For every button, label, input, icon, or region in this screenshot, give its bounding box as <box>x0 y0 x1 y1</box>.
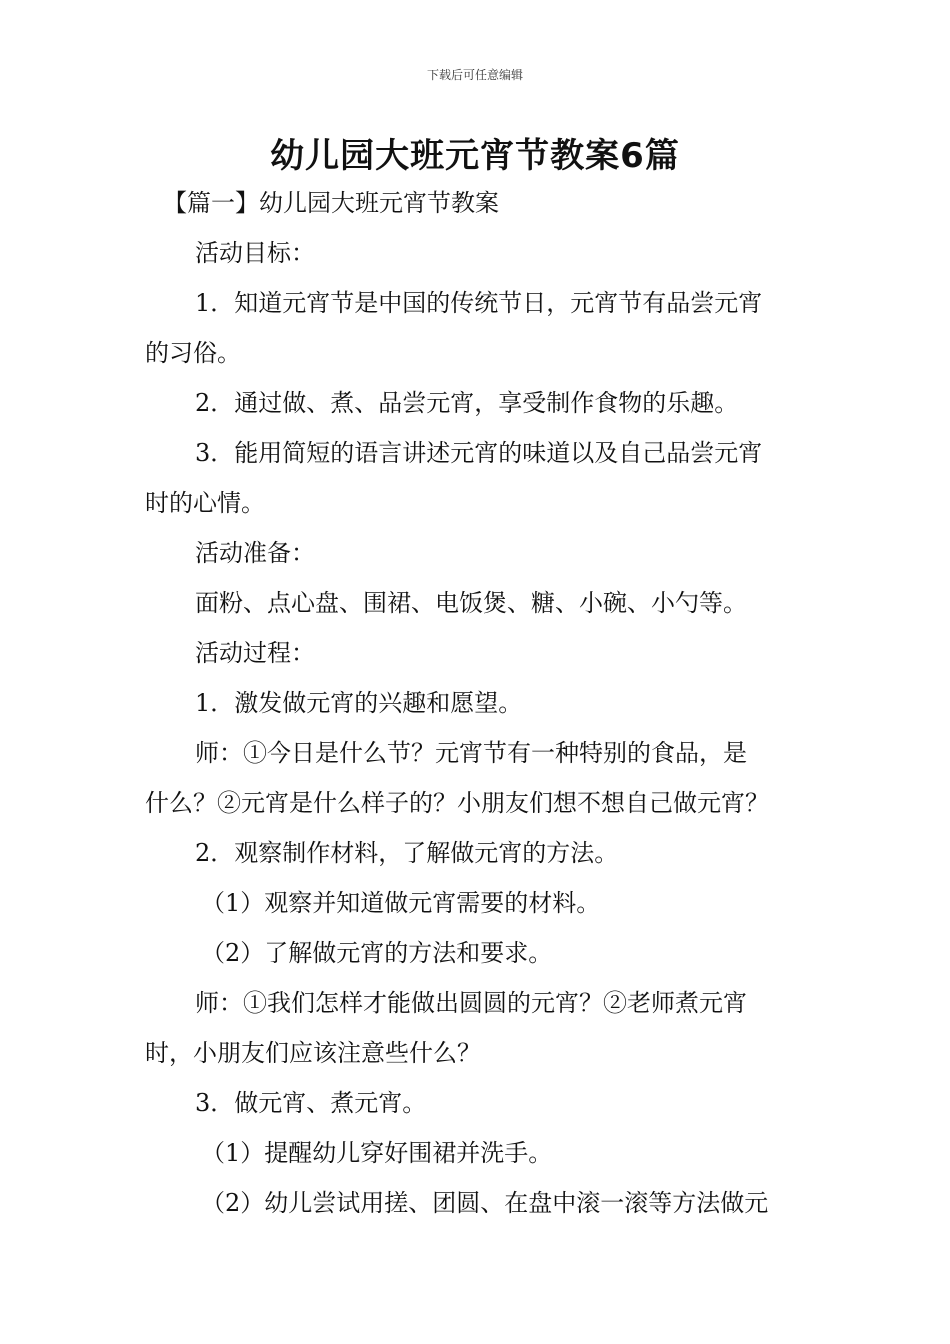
paragraph-line: （1）提醒幼儿穿好围裙并洗手。 <box>201 1139 553 1167</box>
paragraph-line: 活动过程： <box>195 639 315 667</box>
paragraph-line: 什么？②元宵是什么样子的？小朋友们想不想自己做元宵？ <box>145 789 769 817</box>
paragraph-line: 3．能用简短的语言讲述元宵的味道以及自己品尝元宵 <box>195 439 763 467</box>
paragraph-line: （2）了解做元宵的方法和要求。 <box>201 939 553 967</box>
paragraph-line: 师：①我们怎样才能做出圆圆的元宵？②老师煮元宵 <box>195 989 747 1017</box>
paragraph-line: 活动准备： <box>195 539 315 567</box>
paragraph-line: 师：①今日是什么节？元宵节有一种特别的食品，是 <box>195 739 747 767</box>
section-heading: 【篇一】幼儿园大班元宵节教案 <box>163 189 499 217</box>
paragraph-line: 1．激发做元宵的兴趣和愿望。 <box>195 689 523 717</box>
paragraph-line: 的习俗。 <box>145 339 241 367</box>
paragraph-line: 时，小朋友们应该注意些什么？ <box>145 1039 481 1067</box>
document-body <box>145 178 810 1228</box>
paragraph-line: （1）观察并知道做元宵需要的材料。 <box>201 889 601 917</box>
paragraph-line: （2）幼儿尝试用搓、团圆、在盘中滚一滚等方法做元 <box>201 1189 769 1217</box>
document-title: 幼儿园大班元宵节教案6篇 <box>270 136 680 176</box>
paragraph-line: 活动目标： <box>195 239 315 267</box>
page-header-note: 下载后可任意编辑 <box>426 68 523 82</box>
paragraph-line: 1．知道元宵节是中国的传统节日，元宵节有品尝元宵 <box>195 289 763 317</box>
paragraph-line: 时的心情。 <box>145 489 265 517</box>
paragraph-line: 2．观察制作材料，了解做元宵的方法。 <box>195 839 619 867</box>
paragraph-line: 3．做元宵、煮元宵。 <box>195 1089 427 1117</box>
paragraph-line: 2．通过做、煮、品尝元宵，享受制作食物的乐趣。 <box>195 389 739 417</box>
paragraph-line: 面粉、点心盘、围裙、电饭煲、糖、小碗、小勺等。 <box>195 589 747 617</box>
